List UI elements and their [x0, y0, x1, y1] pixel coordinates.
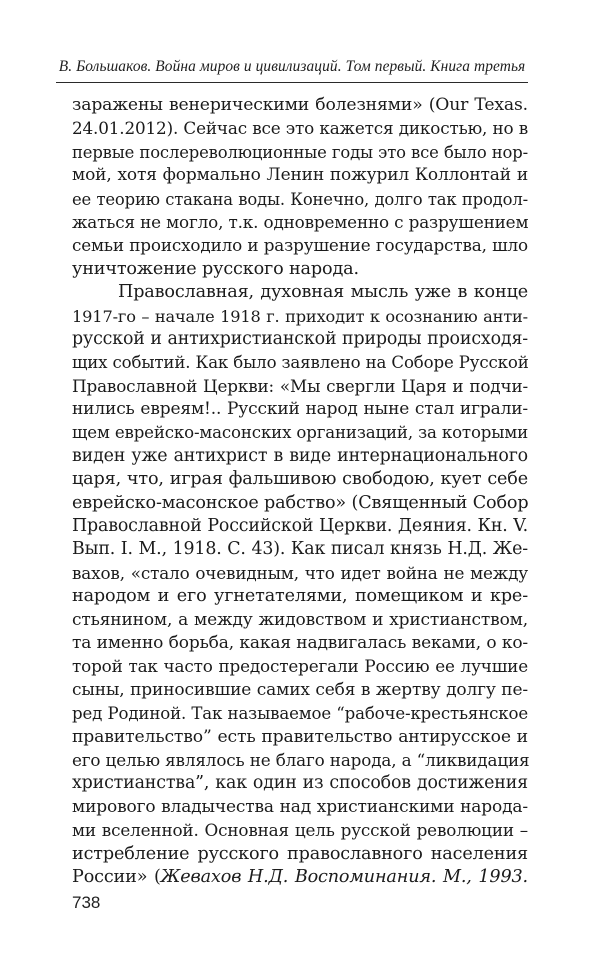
- text-line: христианства”, как один из способов достижения: [72, 773, 528, 794]
- text-line: народом и его угнетателями, помещиком и кре-: [72, 586, 528, 607]
- text-line: сыны, приносившие самих себя в жертву долгу пе-: [72, 679, 528, 700]
- text-line: та именно борьба, какая надвигалась веками, о ко-: [72, 632, 528, 653]
- text-line: первые послереволюционные годы это все было нор-: [72, 142, 528, 162]
- header-rule: [56, 82, 528, 83]
- text-line: мирового владычества над христианскими народа-: [72, 796, 528, 817]
- text-line: семьи происходило и разрушение государства, шло: [72, 235, 528, 256]
- text-line: виден уже антихрист в виде интернационального: [72, 445, 528, 466]
- text-line: 24.01.2012). Сейчас все это кажется дикостью, но в: [72, 118, 528, 139]
- text-line: щих событий. Как было заявлено на Соборе Русской: [72, 353, 529, 373]
- text-line: его целью являлось не благо народа, а “ликвидация: [72, 749, 530, 770]
- text-line: русской и антихристианской природы происходя-: [72, 328, 528, 349]
- text-line-final: [72, 866, 528, 889]
- running-head: В. Большаков. Война миров и цивилизаций. Том первый. Книга третья: [58, 58, 526, 75]
- text-line: мой, хотя формально Ленин пожурил Коллонтай и: [72, 165, 528, 186]
- text-line: правительство” есть правительство антирусское и: [72, 726, 528, 747]
- text-line: уничтожение русского народа.: [72, 258, 359, 279]
- text-line: нились евреям!.. Русский народ ныне стал играли-: [72, 399, 528, 420]
- text-line: Вып. I. М., 1918. С. 43). Как писал князь Н.Д. Же-: [72, 539, 528, 560]
- page-number: 738: [72, 893, 101, 912]
- paragraph-first-line: Православная, духовная мысль уже в конце: [118, 282, 528, 303]
- text-line: стьянином, а между жидовством и христианством,: [72, 609, 528, 630]
- text-line: 1917-го – начале 1918 г. приходит к осознанию анти-: [72, 306, 528, 326]
- text-line: заражены венерическими болезнями» (Our Texas.: [72, 95, 528, 115]
- text-line: Православной Церкви: «Мы свергли Царя и подчи-: [72, 375, 528, 396]
- text-line: ред Родиной. Так называемое “рабоче-крестьянское: [72, 704, 528, 724]
- body-text: [72, 94, 528, 889]
- text-line: Православной Российской Церкви. Деяния. Кн. V.: [72, 516, 528, 537]
- text-line: еврейско-масонское рабство» (Священный Собор: [72, 492, 529, 513]
- text-line: жаться не могло, т.к. одновременно с разрушением: [72, 211, 529, 232]
- citation-prefix: России» (: [72, 866, 161, 887]
- text-line: ми вселенной. Основная цель русской революции –: [72, 820, 528, 841]
- citation-italic: Жевахов Н.Д. Воспоминания. М., 1993.: [160, 866, 528, 887]
- text-line: ее теорию стакана воды. Конечно, долго так продол-: [72, 189, 528, 209]
- text-line: царя, что, играя фальшивою свободою, кует себе: [72, 469, 528, 490]
- text-line: щем еврейско-масонских организаций, за которыми: [72, 423, 528, 443]
- text-line: истребление русского православного населения: [72, 843, 528, 864]
- text-line: торой так часто предостерегали Россию ее лучшие: [72, 656, 528, 677]
- text-line: вахов, «стало очевидным, что идет война не между: [72, 562, 528, 583]
